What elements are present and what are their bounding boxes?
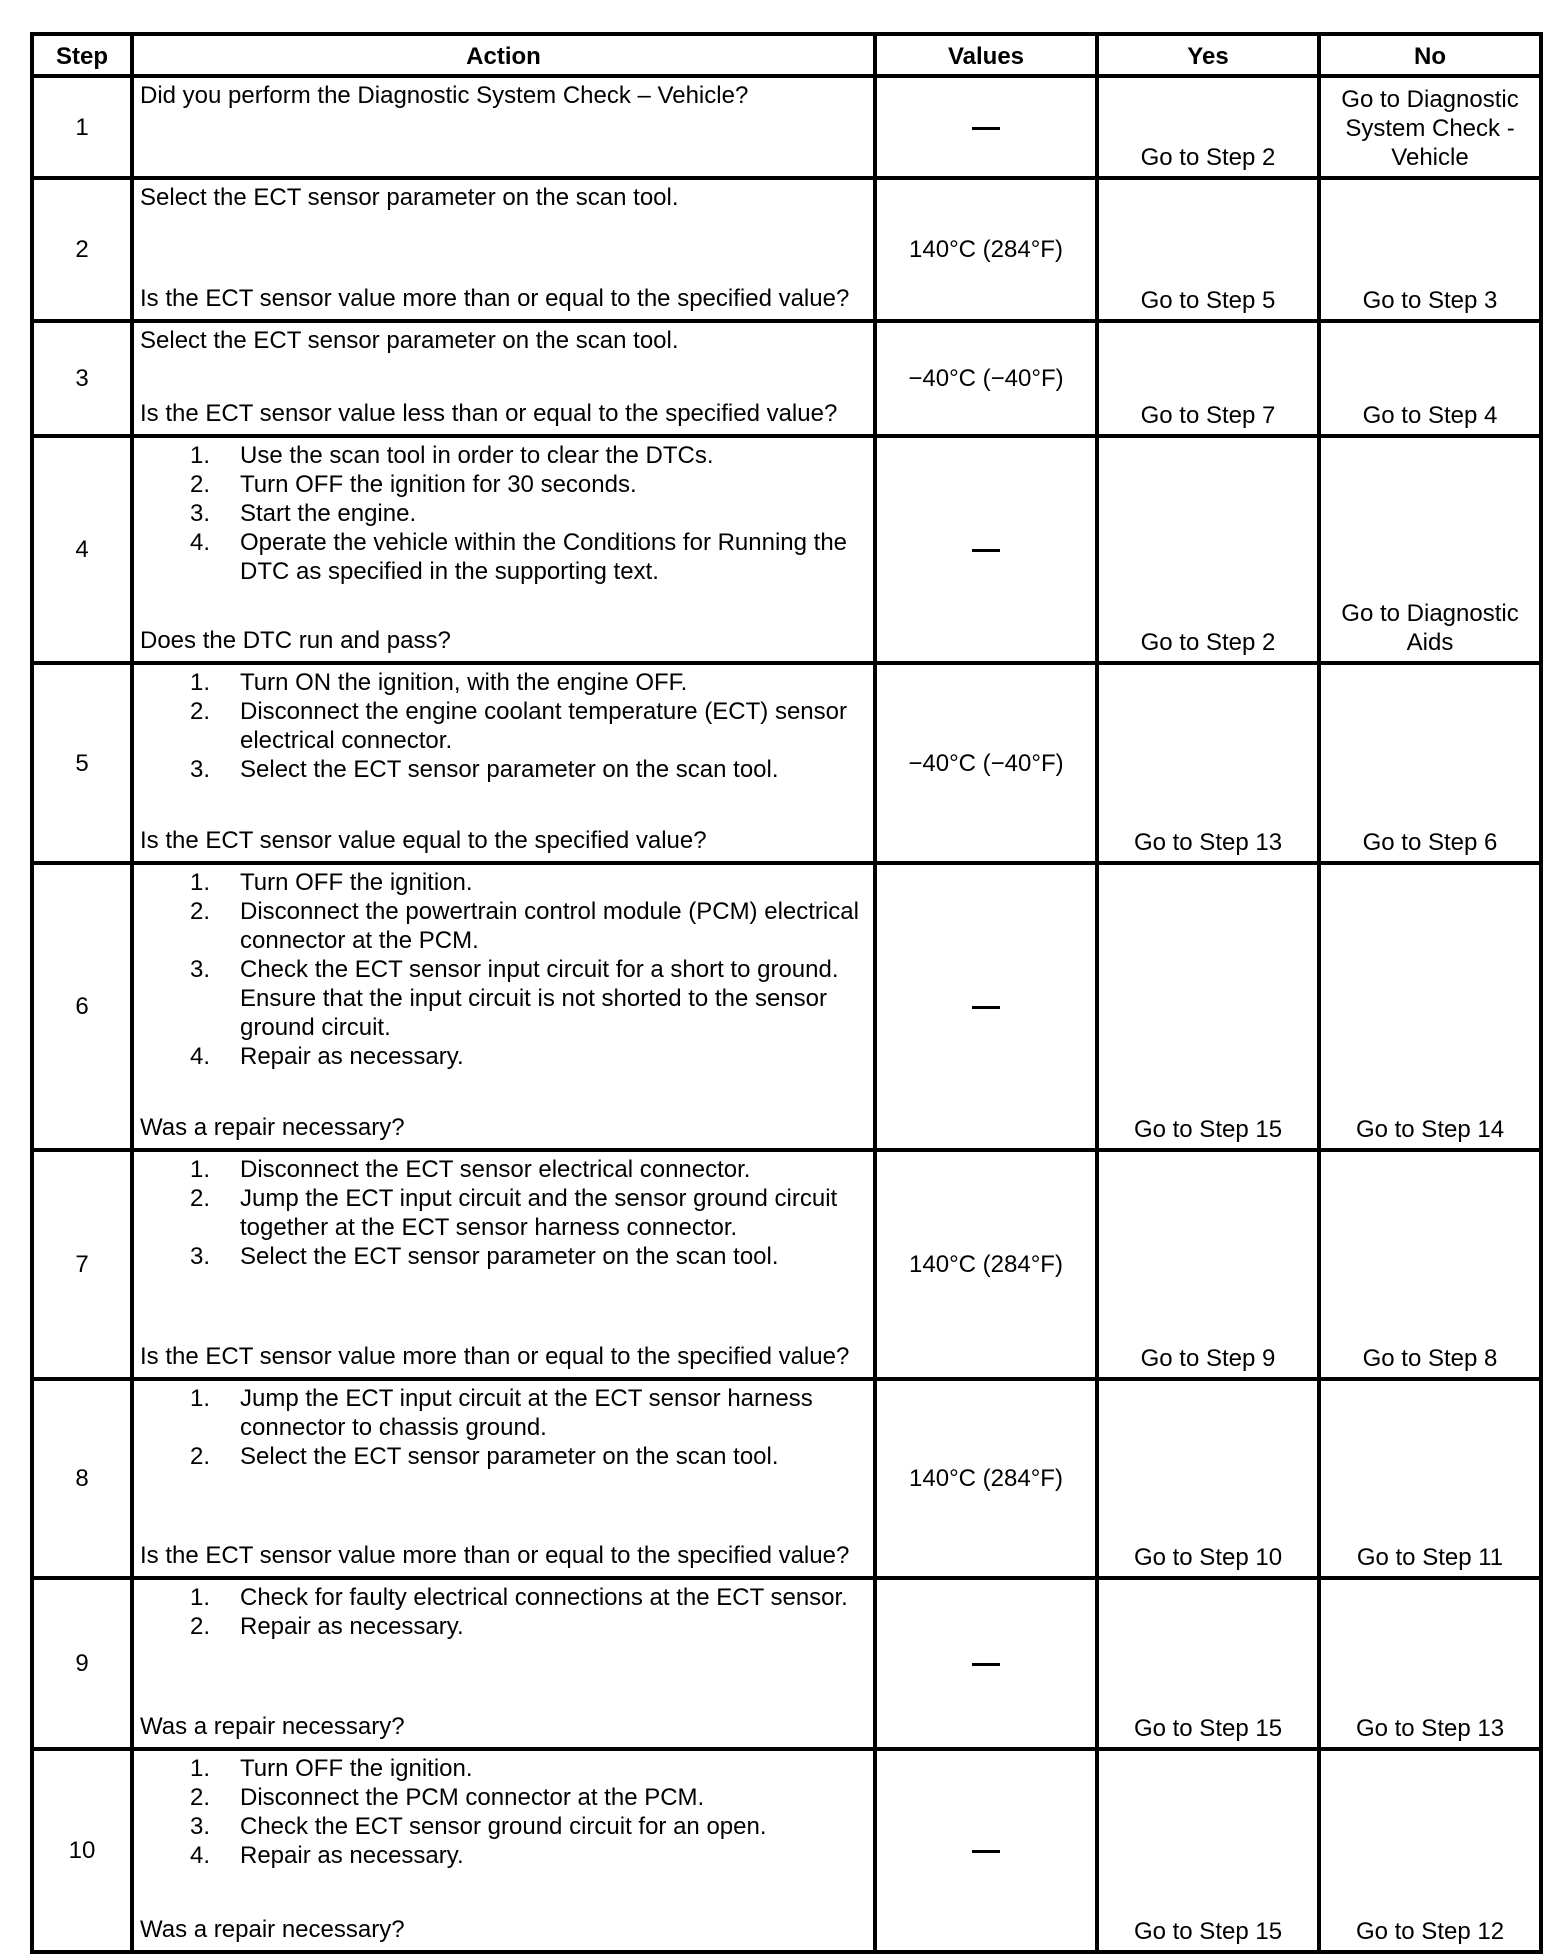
table-row (32, 436, 1541, 663)
list-item (190, 1155, 867, 1184)
value-cell (875, 1749, 1097, 1952)
list-item-number: 2. (190, 898, 211, 925)
action-list (140, 1384, 867, 1471)
list-item-text: Start the engine. (240, 500, 417, 527)
list-item-text: Select the ECT sensor parameter on the scan tool. (240, 1443, 779, 1470)
list-item-number: 3. (190, 956, 211, 983)
list-item-number: 2. (190, 1784, 211, 1811)
list-item-text: Turn OFF the ignition. (240, 1755, 473, 1782)
list-item-text: Check the ECT sensor input circuit for a short to ground. Ensure that the input circuit is not shorted to the sensor ground circuit. (240, 956, 839, 1041)
list-item-text: Turn ON the ignition, with the engine OFF. (240, 669, 688, 696)
action-cell (132, 1578, 875, 1749)
action-list (140, 1155, 867, 1271)
list-item-number: 1. (190, 669, 211, 696)
list-item (190, 1442, 867, 1471)
step-number: 10 (32, 1749, 132, 1952)
step-number: 6 (32, 863, 132, 1150)
step-number: 3 (32, 321, 132, 436)
action-list (140, 1754, 867, 1870)
value-cell (875, 1578, 1097, 1749)
action-question: Is the ECT sensor value more than or equal to the specified value? (140, 285, 850, 312)
dash-mark (972, 1006, 1000, 1009)
header-step: Step (32, 34, 132, 76)
no-cell: Go to Step 8 (1319, 1150, 1541, 1379)
list-item-text: Jump the ECT input circuit and the sensor ground circuit together at the ECT sensor harness connector. (240, 1185, 838, 1241)
no-cell: Go to Diagnostic Aids (1319, 436, 1541, 663)
action-question: Was a repair necessary? (140, 1114, 405, 1141)
yes-cell: Go to Step 5 (1097, 178, 1319, 321)
table-row (32, 1749, 1541, 1952)
header-yes: Yes (1097, 34, 1319, 76)
value-cell (875, 76, 1097, 178)
list-item-number: 1. (190, 442, 211, 469)
action-question: Did you perform the Diagnostic System Check – Vehicle? (140, 82, 749, 109)
yes-cell: Go to Step 10 (1097, 1379, 1319, 1578)
list-item-text: Check for faulty electrical connections at the ECT sensor. (240, 1584, 848, 1611)
list-item (190, 1783, 867, 1812)
yes-cell: Go to Step 7 (1097, 321, 1319, 436)
value-cell: 140°C (284°F) (875, 1379, 1097, 1578)
table-row (32, 1150, 1541, 1379)
list-item (190, 1384, 867, 1442)
list-item (190, 528, 867, 586)
list-item-number: 3. (190, 500, 211, 527)
action-cell (132, 436, 875, 663)
no-cell: Go to Step 14 (1319, 863, 1541, 1150)
step-number: 8 (32, 1379, 132, 1578)
action-question: Is the ECT sensor value more than or equal to the specified value? (140, 1343, 850, 1370)
action-question: Was a repair necessary? (140, 1713, 405, 1740)
list-item-number: 3. (190, 756, 211, 783)
step-number: 5 (32, 663, 132, 863)
yes-cell: Go to Step 13 (1097, 663, 1319, 863)
list-item-number: 1. (190, 1156, 211, 1183)
yes-cell: Go to Step 9 (1097, 1150, 1319, 1379)
list-item-number: 1. (190, 1755, 211, 1782)
table-row (32, 178, 1541, 321)
action-intro: Select the ECT sensor parameter on the scan tool. (140, 184, 679, 211)
header-action: Action (132, 34, 875, 76)
dash-mark (972, 1663, 1000, 1666)
list-item (190, 470, 867, 499)
list-item-text: Turn OFF the ignition for 30 seconds. (240, 471, 637, 498)
value-cell (875, 863, 1097, 1150)
table-row (32, 1379, 1541, 1578)
list-item-number: 2. (190, 1613, 211, 1640)
action-cell (132, 178, 875, 321)
dash-mark (972, 127, 1000, 130)
action-cell (132, 1749, 875, 1952)
list-item-number: 3. (190, 1813, 211, 1840)
yes-cell: Go to Step 15 (1097, 1749, 1319, 1952)
list-item-number: 4. (190, 1043, 211, 1070)
step-number: 2 (32, 178, 132, 321)
action-question: Is the ECT sensor value equal to the specified value? (140, 827, 707, 854)
action-cell (132, 663, 875, 863)
table-row (32, 863, 1541, 1150)
list-item (190, 697, 867, 755)
value-cell: 140°C (284°F) (875, 178, 1097, 321)
list-item-text: Repair as necessary. (240, 1043, 464, 1070)
action-cell (132, 1150, 875, 1379)
list-item-number: 3. (190, 1243, 211, 1270)
step-number: 1 (32, 76, 132, 178)
list-item-number: 2. (190, 698, 211, 725)
list-item-text: Repair as necessary. (240, 1613, 464, 1640)
action-cell (132, 863, 875, 1150)
action-list (140, 668, 867, 784)
list-item-number: 1. (190, 869, 211, 896)
action-question: Is the ECT sensor value more than or equal to the specified value? (140, 1542, 850, 1569)
list-item-text: Disconnect the ECT sensor electrical connector. (240, 1156, 751, 1183)
list-item-number: 2. (190, 1185, 211, 1212)
list-item (190, 1042, 867, 1071)
list-item-text: Disconnect the powertrain control module (PCM) electrical connector at the PCM. (240, 898, 859, 954)
list-item (190, 499, 867, 528)
action-cell (132, 76, 875, 178)
list-item-number: 1. (190, 1385, 211, 1412)
table-row (32, 321, 1541, 436)
list-item (190, 441, 867, 470)
list-item (190, 1583, 867, 1612)
header-values: Values (875, 34, 1097, 76)
action-question: Does the DTC run and pass? (140, 627, 451, 654)
no-cell: Go to Step 12 (1319, 1749, 1541, 1952)
list-item-text: Repair as necessary. (240, 1842, 464, 1869)
list-item (190, 955, 867, 1042)
action-list (140, 1583, 867, 1641)
value-cell: −40°C (−40°F) (875, 321, 1097, 436)
action-cell (132, 321, 875, 436)
yes-cell: Go to Step 15 (1097, 1578, 1319, 1749)
list-item (190, 868, 867, 897)
list-item (190, 1812, 867, 1841)
no-cell: Go to Step 13 (1319, 1578, 1541, 1749)
list-item (190, 1242, 867, 1271)
action-cell (132, 1379, 875, 1578)
step-number: 4 (32, 436, 132, 663)
list-item (190, 1841, 867, 1870)
action-question: Is the ECT sensor value less than or equal to the specified value? (140, 400, 838, 427)
no-cell: Go to Step 11 (1319, 1379, 1541, 1578)
list-item-text: Disconnect the PCM connector at the PCM. (240, 1784, 705, 1811)
action-list (140, 868, 867, 1071)
table-row (32, 663, 1541, 863)
list-item-number: 2. (190, 1443, 211, 1470)
yes-cell: Go to Step 2 (1097, 76, 1319, 178)
value-cell: −40°C (−40°F) (875, 663, 1097, 863)
no-cell: Go to Step 3 (1319, 178, 1541, 321)
value-cell (875, 436, 1097, 663)
no-cell: Go to Step 4 (1319, 321, 1541, 436)
list-item (190, 1612, 867, 1641)
action-list (140, 441, 867, 586)
list-item-text: Check the ECT sensor ground circuit for an open. (240, 1813, 767, 1840)
yes-cell: Go to Step 15 (1097, 863, 1319, 1150)
list-item (190, 755, 867, 784)
list-item-text: Select the ECT sensor parameter on the scan tool. (240, 1243, 779, 1270)
list-item-number: 1. (190, 1584, 211, 1611)
list-item (190, 1754, 867, 1783)
list-item-text: Turn OFF the ignition. (240, 869, 473, 896)
list-item-number: 4. (190, 529, 211, 556)
list-item (190, 1184, 867, 1242)
diagnostic-table (30, 32, 1543, 1954)
no-cell: Go to Diagnostic System Check - Vehicle (1319, 76, 1541, 178)
no-cell: Go to Step 6 (1319, 663, 1541, 863)
table-row (32, 76, 1541, 178)
list-item (190, 897, 867, 955)
step-number: 7 (32, 1150, 132, 1379)
action-intro: Select the ECT sensor parameter on the scan tool. (140, 327, 679, 354)
list-item-text: Disconnect the engine coolant temperature (ECT) sensor electrical connector. (240, 698, 847, 754)
dash-mark (972, 1850, 1000, 1853)
header-row (32, 34, 1541, 76)
list-item-text: Operate the vehicle within the Conditions for Running the DTC as specified in the supporting text. (240, 529, 848, 585)
list-item-text: Jump the ECT input circuit at the ECT sensor harness connector to chassis ground. (240, 1385, 813, 1441)
step-number: 9 (32, 1578, 132, 1749)
list-item-number: 2. (190, 471, 211, 498)
header-no: No (1319, 34, 1541, 76)
table-body (32, 76, 1541, 1952)
yes-cell: Go to Step 2 (1097, 436, 1319, 663)
table-row (32, 1578, 1541, 1749)
list-item-text: Use the scan tool in order to clear the DTCs. (240, 442, 714, 469)
list-item-text: Select the ECT sensor parameter on the scan tool. (240, 756, 779, 783)
list-item (190, 668, 867, 697)
value-cell: 140°C (284°F) (875, 1150, 1097, 1379)
action-question: Was a repair necessary? (140, 1916, 405, 1943)
dash-mark (972, 549, 1000, 552)
list-item-number: 4. (190, 1842, 211, 1869)
